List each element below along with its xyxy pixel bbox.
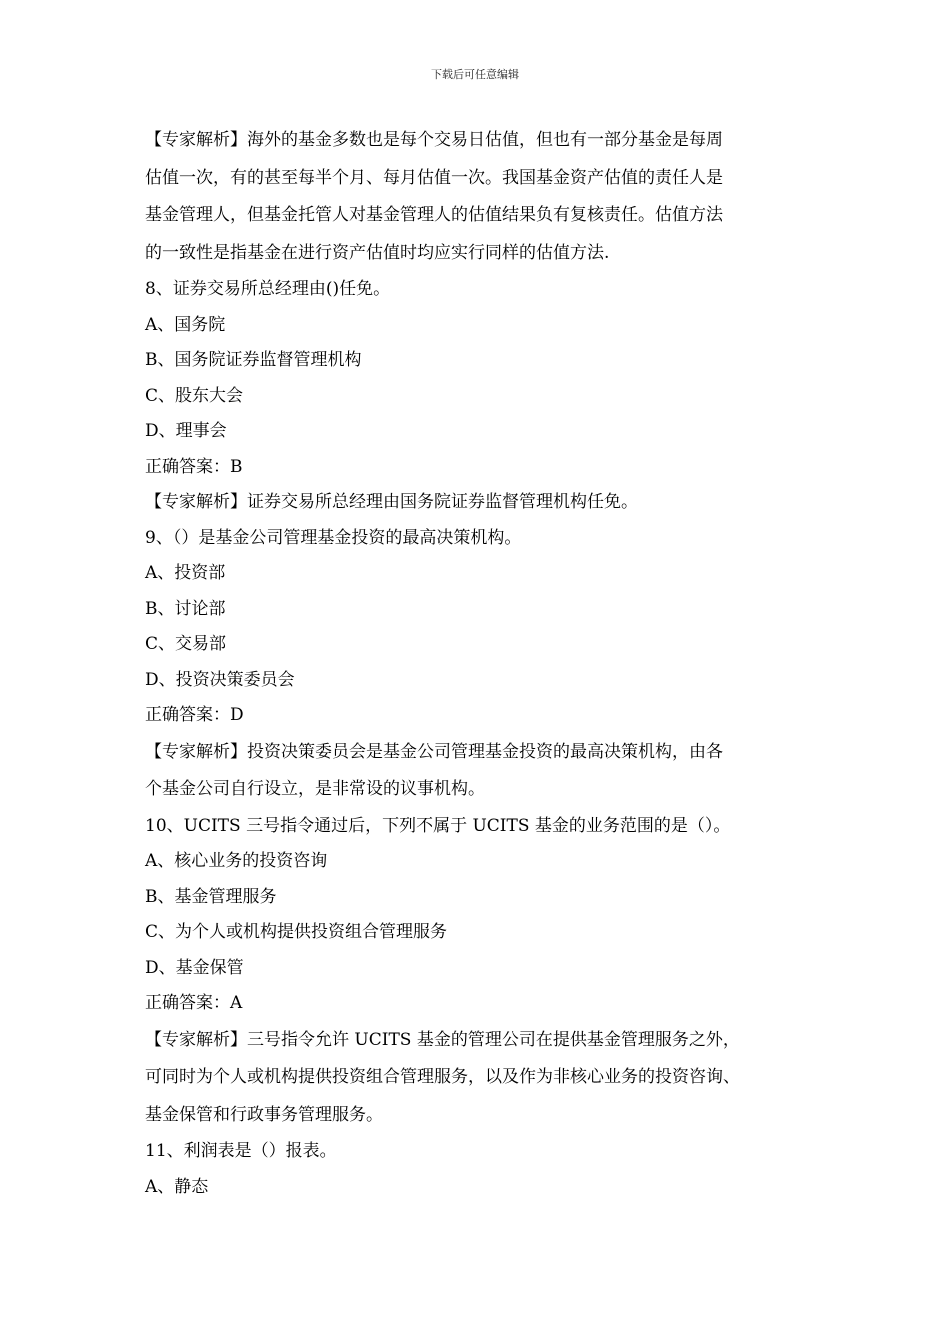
option-line: B、国务院证券监督管理机构 bbox=[145, 350, 362, 370]
explanation-line: 【专家解析】海外的基金多数也是每个交易日估值，但也有一部分基金是每周 bbox=[145, 130, 723, 150]
option-line: C、股东大会 bbox=[145, 385, 244, 406]
question-block bbox=[145, 521, 825, 557]
option-line: D、投资决策委员会 bbox=[145, 669, 295, 690]
option-block bbox=[145, 592, 825, 628]
explanation-block bbox=[145, 734, 825, 809]
option-line: A、静态 bbox=[145, 1176, 209, 1197]
option-block bbox=[145, 414, 825, 450]
question-block bbox=[145, 272, 825, 308]
question-line: 11、利润表是（）报表。 bbox=[145, 1141, 337, 1161]
option-line: D、基金保管 bbox=[145, 957, 244, 978]
explanation-line: 个基金公司自行设立，是非常设的议事机构。 bbox=[145, 779, 485, 799]
explanation-line: 【专家解析】证券交易所总经理由国务院证券监督管理机构任免。 bbox=[145, 492, 638, 512]
explanation-block bbox=[145, 122, 825, 272]
option-line: B、讨论部 bbox=[145, 598, 226, 619]
question-block bbox=[145, 1134, 825, 1170]
option-block bbox=[145, 556, 825, 592]
explanation-line: 【专家解析】投资决策委员会是基金公司管理基金投资的最高决策机构，由各 bbox=[145, 741, 723, 762]
question-block bbox=[145, 809, 825, 845]
explanation-line: 基金保管和行政事务管理服务。 bbox=[145, 1104, 383, 1125]
answer-line: 正确答案：A bbox=[145, 993, 243, 1013]
question-line: 8、证券交易所总经理由()任免。 bbox=[145, 279, 391, 299]
option-block bbox=[145, 915, 825, 951]
question-line: 10、UCITS 三号指令通过后，下列不属于 UCITS 基金的业务范围的是（）。 bbox=[145, 815, 731, 836]
explanation-block bbox=[145, 485, 825, 521]
answer-line: 正确答案：B bbox=[145, 456, 243, 477]
answer-line: 正确答案：D bbox=[145, 705, 244, 725]
option-line: B、基金管理服务 bbox=[145, 886, 277, 907]
option-block bbox=[145, 627, 825, 663]
option-block bbox=[145, 951, 825, 987]
option-block bbox=[145, 379, 825, 415]
explanation-block bbox=[145, 1022, 825, 1135]
option-block bbox=[145, 1170, 825, 1206]
question-line: 9、（）是基金公司管理基金投资的最高决策机构。 bbox=[145, 527, 522, 548]
page-header: 下载后可任意编辑 bbox=[431, 68, 519, 81]
option-block bbox=[145, 343, 825, 379]
option-line: D、理事会 bbox=[145, 421, 227, 441]
explanation-line: 【专家解析】三号指令允许 UCITS 基金的管理公司在提供基金管理服务之外， bbox=[145, 1029, 740, 1050]
explanation-line: 基金管理人，但基金托管人对基金管理人的估值结果负有复核责任。估值方法 bbox=[145, 205, 723, 225]
document-body bbox=[145, 122, 825, 1205]
option-line: C、交易部 bbox=[145, 634, 227, 654]
option-block bbox=[145, 844, 825, 880]
option-line: A、核心业务的投资咨询 bbox=[145, 851, 328, 871]
option-block bbox=[145, 880, 825, 916]
option-line: A、投资部 bbox=[145, 563, 226, 583]
option-block bbox=[145, 663, 825, 699]
explanation-line: 估值一次，有的甚至每半个月、每月估值一次。我国基金资产估值的责任人是 bbox=[145, 167, 723, 188]
option-line: C、为个人或机构提供投资组合管理服务 bbox=[145, 922, 448, 942]
answer-block bbox=[145, 986, 825, 1022]
option-block bbox=[145, 308, 825, 344]
explanation-line: 可同时为个人或机构提供投资组合管理服务，以及作为非核心业务的投资咨询、 bbox=[145, 1067, 740, 1087]
explanation-line: 的一致性是指基金在进行资产估值时均应实行同样的估值方法. bbox=[145, 242, 610, 263]
answer-block bbox=[145, 450, 825, 486]
option-line: A、国务院 bbox=[145, 314, 226, 335]
answer-block bbox=[145, 698, 825, 734]
